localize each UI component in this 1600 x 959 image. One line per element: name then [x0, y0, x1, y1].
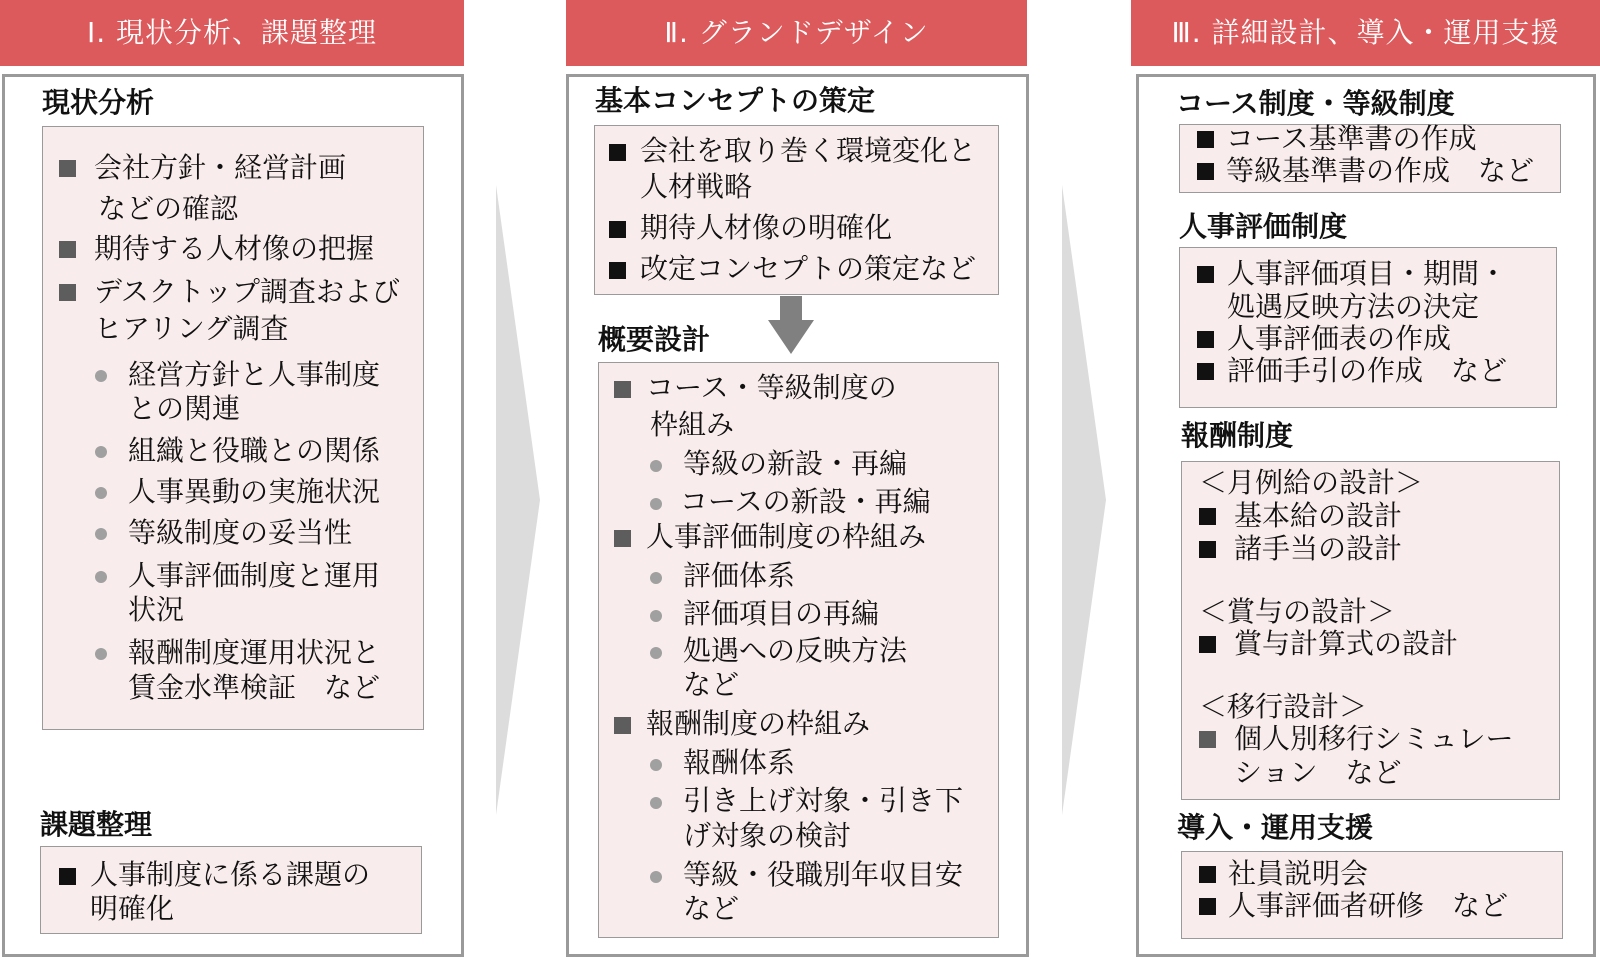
bullet-dot [650, 460, 662, 472]
bullet-dot [95, 528, 107, 540]
bullet-dot [650, 871, 662, 883]
bullet-square [614, 530, 631, 547]
bullet-dot [95, 446, 107, 458]
chevron-arrow-1 [492, 185, 544, 815]
pay-item: 個人別移行シミュレー [1234, 722, 1514, 755]
bullet-square [614, 381, 631, 398]
chevron-arrow-2 [1058, 185, 1110, 815]
bullet-square [614, 717, 631, 734]
support-item: 人事評価者研修 など [1228, 889, 1509, 922]
phase2-header: Ⅱ. グランドデザイン [566, 0, 1027, 66]
bullet-square [59, 284, 76, 301]
pay-title: 報酬制度 [1181, 419, 1294, 452]
analysis-subitem: 等級制度の妥当性 [128, 516, 353, 549]
analysis-item: ヒアリング調査 [94, 312, 289, 345]
outline-subitem: など [683, 892, 740, 925]
outline-subitem: 等級の新設・再編 [683, 447, 908, 480]
bullet-square [59, 868, 76, 885]
issues-item: 明確化 [90, 892, 175, 925]
bullet-square [1199, 866, 1216, 883]
bullet-square [1199, 508, 1216, 525]
outline-subitem: げ対象の検討 [683, 819, 852, 852]
analysis-title: 現状分析 [42, 86, 155, 119]
outline-subitem: 等級・役職別年収目安 [683, 858, 964, 891]
concept-item: 会社を取り巻く環境変化と [640, 134, 977, 167]
eval-item: 評価手引の作成 など [1227, 354, 1508, 387]
outline-subitem: 処遇への反映方法 [683, 634, 908, 667]
analysis-subitem: との関連 [128, 392, 241, 425]
analysis-subitem: 状況 [128, 593, 185, 626]
eval-item: 人事評価表の作成 [1227, 322, 1452, 355]
analysis-item: 期待する人材像の把握 [94, 232, 375, 265]
bullet-square [609, 221, 626, 238]
concept-item: 人材戦略 [640, 170, 753, 203]
bullet-square [59, 241, 76, 258]
bullet-dot [650, 498, 662, 510]
bullet-square [1199, 636, 1216, 653]
course-item: 等級基準書の作成 など [1226, 154, 1535, 187]
pay-heading: ＜賞与の設計＞ [1199, 595, 1396, 628]
outline-subitem: 評価体系 [683, 559, 796, 592]
outline-item: 報酬制度の枠組み [646, 707, 871, 740]
support-title: 導入・運用支援 [1177, 811, 1374, 844]
bullet-square [1197, 266, 1214, 283]
bullet-dot [650, 797, 662, 809]
outline-subitem: 引き上げ対象・引き下 [683, 784, 964, 817]
bullet-square [1199, 898, 1216, 915]
bullet-square [609, 262, 626, 279]
course-item: コース基準書の作成 [1226, 122, 1477, 155]
outline-subitem: 報酬体系 [683, 746, 796, 779]
analysis-subitem: 組織と役職との関係 [128, 434, 381, 467]
issues-title: 課題整理 [40, 808, 153, 841]
bullet-dot [95, 648, 107, 660]
bullet-square [1197, 331, 1214, 348]
outline-title: 概要設計 [598, 323, 711, 356]
course-title: コース制度・等級制度 [1176, 87, 1455, 120]
bullet-dot [95, 571, 107, 583]
bullet-dot [650, 610, 662, 622]
analysis-subitem: 報酬制度運用状況と [128, 636, 381, 669]
pay-item: 諸手当の設計 [1234, 532, 1403, 565]
concept-title: 基本コンセプトの策定 [595, 84, 876, 117]
analysis-item: などの確認 [98, 192, 239, 225]
bullet-square [59, 160, 76, 177]
bullet-dot [650, 759, 662, 771]
bullet-square [1197, 131, 1214, 148]
bullet-dot [95, 370, 107, 382]
analysis-subitem: 賃金水準検証 など [128, 671, 381, 704]
bullet-square [1199, 731, 1216, 748]
down-arrow [768, 296, 814, 354]
bullet-square [1199, 541, 1216, 558]
analysis-subitem: 人事評価制度と運用 [128, 559, 381, 592]
pay-item: 基本給の設計 [1234, 499, 1403, 532]
bullet-dot [95, 487, 107, 499]
outline-subitem: など [683, 668, 740, 701]
analysis-item: デスクトップ調査および [94, 275, 401, 308]
pay-item: 賞与計算式の設計 [1234, 627, 1459, 660]
outline-item: 枠組み [650, 408, 735, 441]
eval-item: 人事評価項目・期間・ [1227, 257, 1508, 290]
phase1-header: Ⅰ. 現状分析、課題整理 [0, 0, 464, 66]
analysis-subitem: 経営方針と人事制度 [128, 358, 381, 391]
bullet-square [609, 144, 626, 161]
eval-item: 処遇反映方法の決定 [1227, 290, 1480, 323]
outline-subitem: 評価項目の再編 [683, 597, 880, 630]
analysis-item: 会社方針・経営計画 [94, 151, 347, 184]
bullet-square [1197, 363, 1214, 380]
pay-item: ション など [1234, 756, 1402, 789]
outline-subitem: コースの新設・再編 [680, 485, 931, 518]
pay-heading: ＜月例給の設計＞ [1199, 466, 1424, 499]
bullet-dot [650, 647, 662, 659]
pay-heading: ＜移行設計＞ [1199, 690, 1368, 723]
issues-item: 人事制度に係る課題の [90, 858, 371, 891]
bullet-dot [650, 572, 662, 584]
concept-item: 期待人材像の明確化 [640, 211, 893, 244]
concept-item: 改定コンセプトの策定など [640, 252, 977, 285]
outline-item: コース・等級制度の [646, 371, 897, 404]
support-item: 社員説明会 [1228, 857, 1369, 890]
outline-item: 人事評価制度の枠組み [646, 520, 927, 553]
eval-title: 人事評価制度 [1179, 210, 1348, 243]
bullet-square [1197, 163, 1214, 180]
phase3-header: Ⅲ. 詳細設計、導入・運用支援 [1131, 0, 1600, 66]
analysis-subitem: 人事異動の実施状況 [128, 475, 381, 508]
